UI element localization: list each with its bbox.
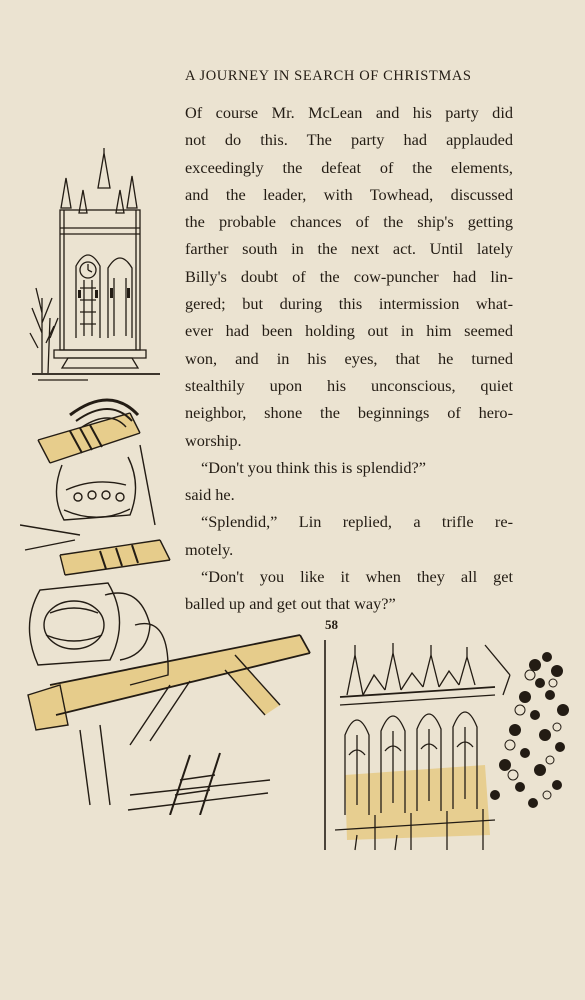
text-line: ever had been holding out in him seemed (185, 321, 513, 341)
clock-tower-illustration (28, 148, 163, 383)
text-line: Billy's doubt of the cow-puncher had lin- (185, 266, 513, 286)
text-line: motely. (185, 539, 234, 559)
running-header: A JOURNEY IN SEARCH OF CHRISTMAS (185, 68, 472, 84)
page-number: 58 (325, 617, 338, 632)
bell-frame-illustration (20, 385, 320, 815)
text-line: “Don't you think this is splendid?” (201, 457, 426, 477)
text-line: worship. (185, 430, 242, 450)
text-line: won, and in his eyes, that he turned (185, 348, 513, 368)
text-line: balled up and get out that way?” (185, 594, 396, 614)
text-line: farther south in the next act. Until lately (185, 239, 513, 259)
text-line: and the leader, with Towhead, discussed (185, 184, 513, 204)
text-line: “Don't you like it when they all get (201, 567, 513, 587)
text-line: exceedingly the defeat of the elements, (185, 157, 513, 177)
text-line: said he. (185, 485, 235, 505)
text-line: gered; but during this intermission what- (185, 294, 513, 314)
divider-rule (323, 640, 327, 850)
text-line: the probable chances of the ship's getting (185, 212, 513, 232)
text-line: stealthily upon his unconscious, quiet (185, 375, 513, 395)
text-line: not do this. The party had applauded (185, 130, 513, 150)
text-line: “Splendid,” Lin replied, a trifle re- (201, 512, 513, 532)
gothic-arcade-illustration (335, 635, 575, 855)
text-line: Of course Mr. McLean and his party did (185, 103, 513, 122)
text-line: neighbor, shone the beginnings of hero- (185, 403, 513, 423)
